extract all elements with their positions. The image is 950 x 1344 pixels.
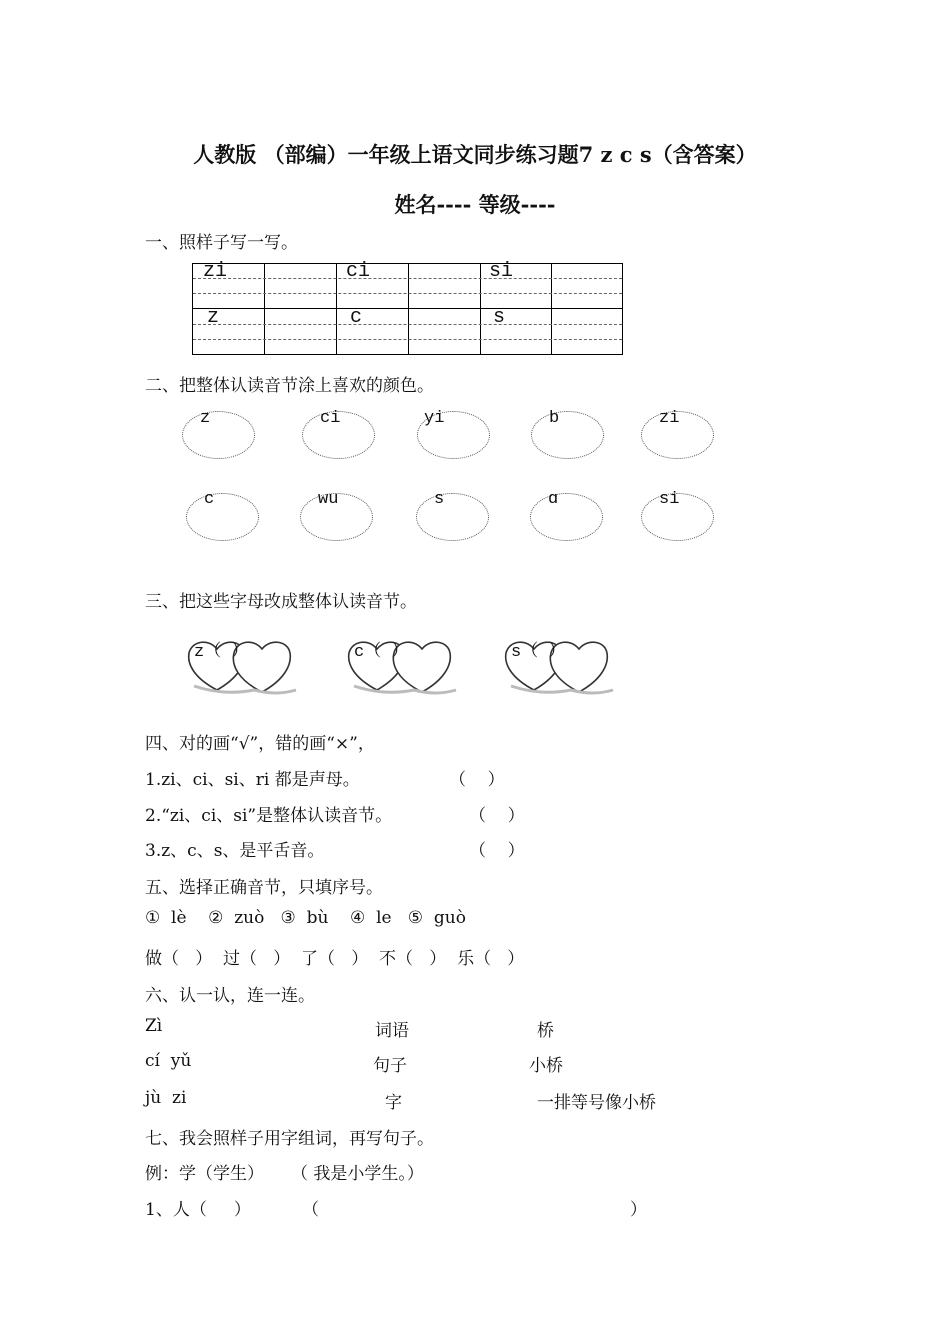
- pinyin-writing-grid: [192, 260, 623, 355]
- grid-example-ci: ci: [346, 260, 371, 283]
- oval-b[interactable]: [531, 411, 604, 459]
- section-2-heading: 二、把整体认读音节涂上喜欢的颜色。: [145, 376, 434, 396]
- oval-c[interactable]: [186, 493, 259, 541]
- heart-label-s: s（ ）: [511, 643, 566, 662]
- name-grade-line: 姓名---- 等级----: [394, 192, 556, 217]
- judge-item-2: 2.“zi、ci、si”是整体认读音节。: [145, 806, 393, 826]
- oval-label: b: [549, 409, 560, 428]
- section-6-heading: 六、认一认，连一连。: [145, 986, 315, 1006]
- section-4-heading: 四、对的画“√”，错的画“×”，: [145, 734, 375, 754]
- judge-item-3: 3.z、c、s、是平舌音。: [145, 841, 325, 861]
- match-left-3[interactable]: jù zi: [145, 1088, 187, 1108]
- grid-example-z: z: [207, 306, 220, 329]
- sentence-paren-open[interactable]: （: [302, 1200, 319, 1220]
- section-3-heading: 三、把这些字母改成整体认读音节。: [145, 592, 417, 612]
- character-blanks[interactable]: 做（ ） 过（ ） 了（ ） 不（ ） 乐（ ）: [145, 949, 525, 969]
- match-mid-3[interactable]: 字: [385, 1093, 402, 1113]
- oval-label: z: [200, 409, 211, 428]
- example-line: 例：学（学生） （ 我是小学生。）: [145, 1164, 424, 1184]
- oval-label: c: [204, 490, 215, 509]
- match-left-2[interactable]: cí yǔ: [145, 1051, 192, 1071]
- match-mid-2[interactable]: 句子: [373, 1056, 407, 1076]
- judge-answer-1[interactable]: （ ）: [449, 770, 505, 790]
- section-5-heading: 五、选择正确音节，只填序号。: [145, 878, 383, 898]
- match-right-2[interactable]: 小桥: [529, 1056, 563, 1076]
- judge-answer-3[interactable]: （ ）: [469, 841, 525, 861]
- sentence-paren-close: ）: [630, 1200, 647, 1220]
- oval-z[interactable]: [182, 411, 255, 459]
- match-right-3[interactable]: 一排等号像小桥: [537, 1093, 656, 1113]
- section-1-heading: 一、照样子写一写。: [145, 233, 298, 253]
- oval-a[interactable]: [530, 493, 603, 541]
- page-title: 人教版 （部编）一年级上语文同步练习题7 z c s（含答案）: [193, 142, 757, 167]
- grid-example-s: s: [493, 306, 506, 329]
- grid-example-c: c: [350, 306, 363, 329]
- judge-item-1: 1.zi、ci、si、ri 都是声母。: [145, 770, 360, 790]
- judge-answer-2[interactable]: （ ）: [469, 806, 525, 826]
- oval-label: ci: [320, 409, 341, 428]
- oval-label: yi: [424, 409, 445, 428]
- heart-label-z: z（ ）: [194, 643, 249, 662]
- oval-label: wu: [318, 490, 339, 509]
- oval-s[interactable]: [416, 493, 489, 541]
- oval-label: zi: [659, 409, 680, 428]
- match-left-1[interactable]: Zì: [145, 1016, 163, 1036]
- match-right-1[interactable]: 桥: [537, 1021, 554, 1041]
- heart-label-c: c（ ）: [354, 643, 409, 662]
- grid-example-zi: zi: [203, 260, 228, 283]
- exercise-item-1[interactable]: 1、人（ ）: [145, 1200, 251, 1220]
- section-7-heading: 七、我会照样子用字组词，再写句子。: [145, 1129, 434, 1149]
- grid-example-si: si: [489, 260, 514, 283]
- match-mid-1[interactable]: 词语: [375, 1021, 409, 1041]
- oval-label: s: [434, 490, 445, 509]
- oval-label: si: [659, 490, 680, 509]
- syllable-options: ① lè ② zuò ③ bù ④ le ⑤ guò: [145, 908, 466, 928]
- oval-label: ɑ: [548, 490, 559, 509]
